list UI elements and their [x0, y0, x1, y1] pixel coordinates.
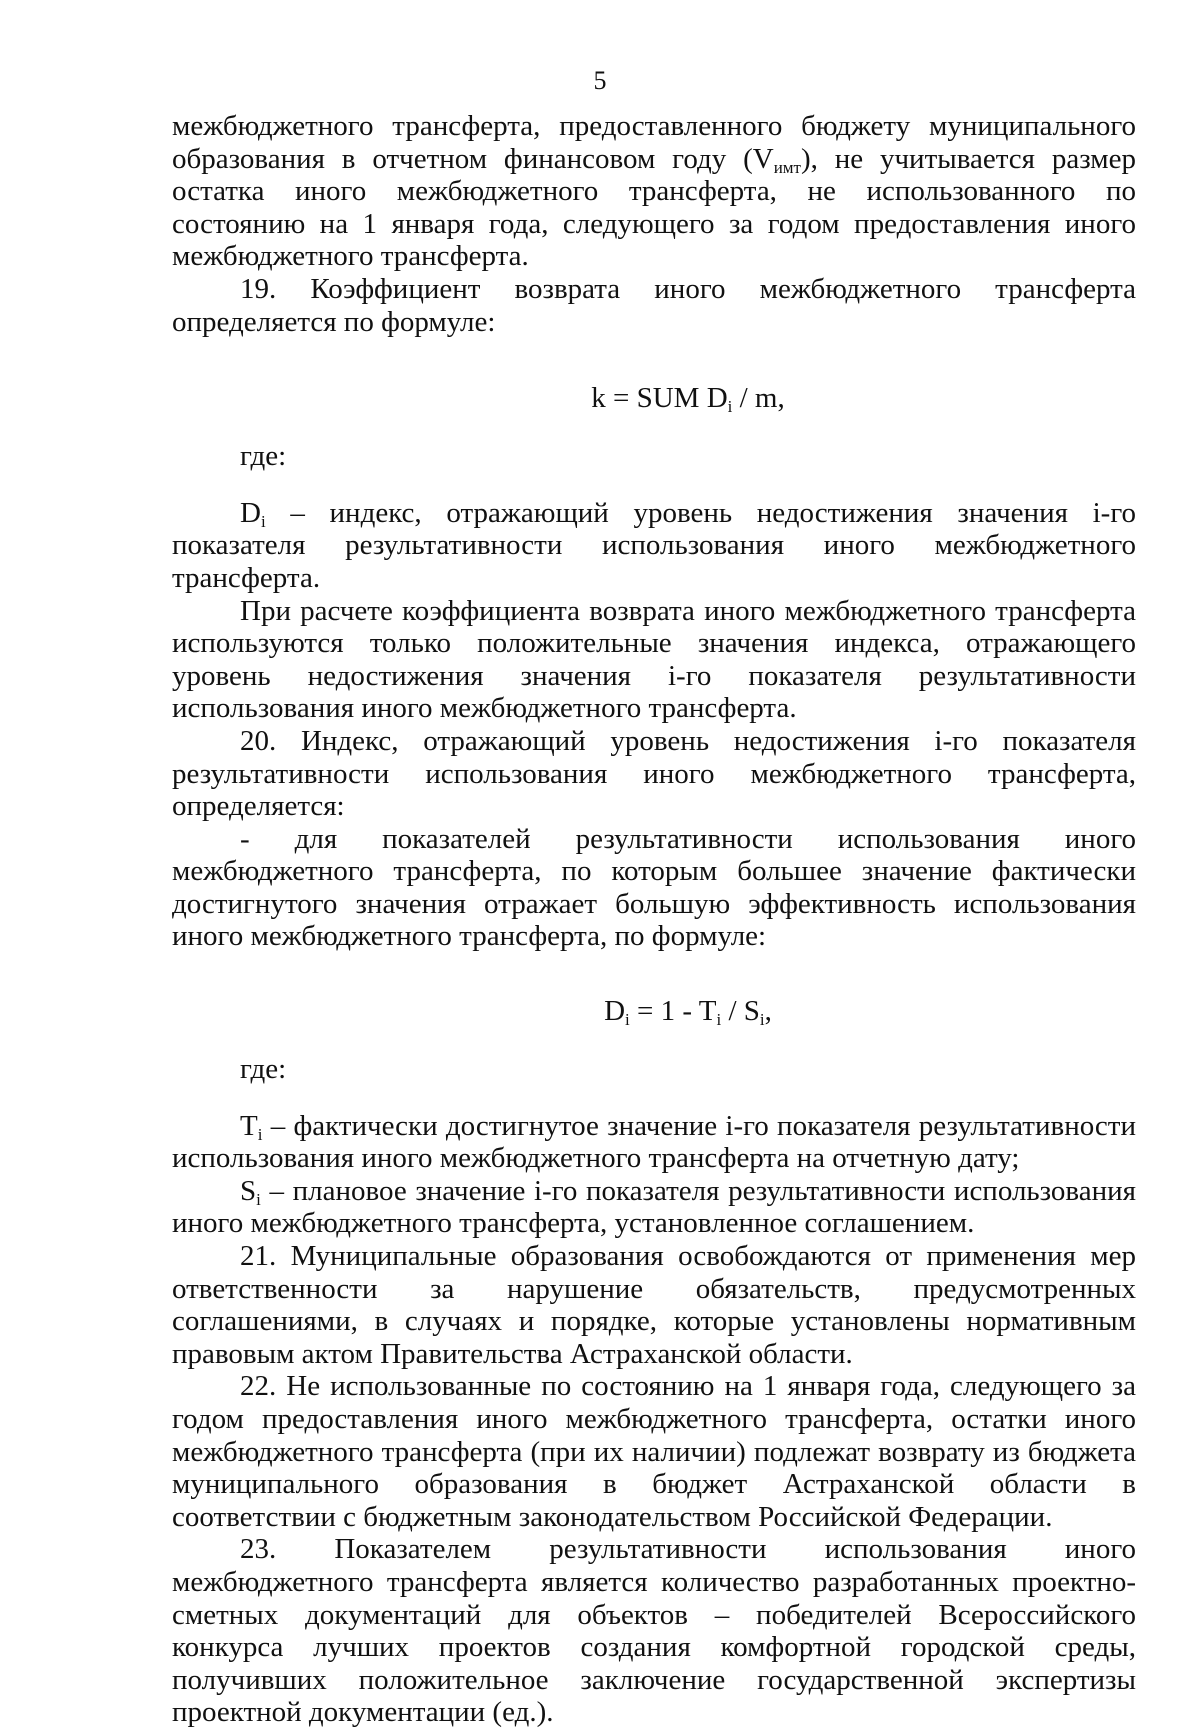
- paragraph-22: 22. Не использованные по состоянию на 1 января года, следующего за годом предоставления иного межбюджетного трансферта, остатки иного межбюджетного трансферта (при их наличии) подлежат возврату из бюджета муниципального образования в бюджет Астраханской области в соответствии с бюджетным законодательством Российской Федерации.: [172, 1370, 1136, 1533]
- paragraph-calculation: При расчете коэффициента возврата иного межбюджетного трансферта используются только положительные значения индекса, отражающего уровень недостижения значения i-го показателя результативности использования иного межбюджетного трансферта.: [172, 594, 1136, 725]
- formula-k-subscript: i: [727, 397, 733, 417]
- formula-s-subscript: i: [759, 1010, 765, 1030]
- formula-k-right: / m,: [732, 382, 785, 415]
- formula-k: [240, 382, 1136, 417]
- definition-d-symbol: D: [240, 496, 261, 529]
- paragraph-continuation-end: ), не учитывается размер остатка иного межбюджетного трансферта, не использованного по состоянию на 1 января года, следующего за годом предоставления иного межбюджетного трансферта.: [172, 142, 1136, 273]
- definition-t-text: – фактически достигнутое значение i-го показателя результативности использования иного межбюджетного трансферта на отчетную дату;: [172, 1109, 1136, 1175]
- document-body: [172, 110, 1136, 1729]
- definition-s-subscript: i: [256, 1189, 261, 1209]
- paragraph-23: 23. Показателем результативности использования иного межбюджетного трансферта является количество разработанных проектно-сметных документаций для объектов – победителей Всероссийского конкурса лучших проектов создания комфортной городской среды, получивших положительное заключение государственной экспертизы проектной документации (ед.).: [172, 1533, 1136, 1729]
- definition-d-text: – индекс, отражающий уровень недостижения значения i-го показателя результативности использования иного межбюджетного трансферта.: [172, 496, 1136, 594]
- formula-k-left: k = SUM D: [591, 382, 728, 415]
- definition-t: [172, 1110, 1136, 1175]
- definition-d: [172, 497, 1136, 595]
- formula-d: [240, 995, 1136, 1030]
- formula-d-slash: / S: [721, 995, 760, 1028]
- formula-d-end: ,: [764, 995, 772, 1028]
- paragraph-continuation-text: межбюджетного трансферта, предоставленного бюджету муниципального образования в отчетном финансовом году (V: [172, 110, 1136, 175]
- paragraph-20: 20. Индекс, отражающий уровень недостижения i-го показателя результативности использования иного межбюджетного трансферта, определяется:: [172, 724, 1136, 823]
- paragraph-19: 19. Коэффициент возврата иного межбюджетного трансферта определяется по формуле:: [172, 272, 1136, 338]
- where-label-2: где:: [240, 1053, 287, 1086]
- where-label-1: где:: [240, 440, 287, 473]
- formula-d-symbol: D: [604, 995, 626, 1028]
- v-imt-subscript: имт: [773, 157, 801, 177]
- paragraph-20-bullet: - для показателей результативности использования иного межбюджетного трансферта, по которым большее значение фактически достигнутого значения отражает большую эффективность использования иного межбюджетного трансферта, по формуле:: [172, 822, 1136, 953]
- definition-s-text: – плановое значение i-го показателя результативности использования иного межбюджетного трансферта, установленное соглашением.: [172, 1174, 1136, 1240]
- definition-s-symbol: S: [240, 1174, 257, 1207]
- formula-d-subscript: i: [625, 1010, 630, 1030]
- definition-t-subscript: i: [257, 1124, 263, 1144]
- formula-t-subscript: i: [716, 1010, 722, 1030]
- paragraph-continuation: [172, 110, 1136, 273]
- definition-s: [172, 1175, 1136, 1240]
- formula-d-middle: = 1 - T: [629, 995, 717, 1028]
- definition-d-subscript: i: [260, 511, 266, 531]
- definition-t-symbol: T: [240, 1109, 258, 1142]
- page-number: 5: [593, 66, 607, 95]
- paragraph-21: 21. Муниципальные образования освобождаются от применения мер ответственности за нарушение обязательств, предусмотренных соглашениями, в случаях и порядке, которые установлены нормативным правовым актом Правительства Астраханской области.: [172, 1240, 1136, 1370]
